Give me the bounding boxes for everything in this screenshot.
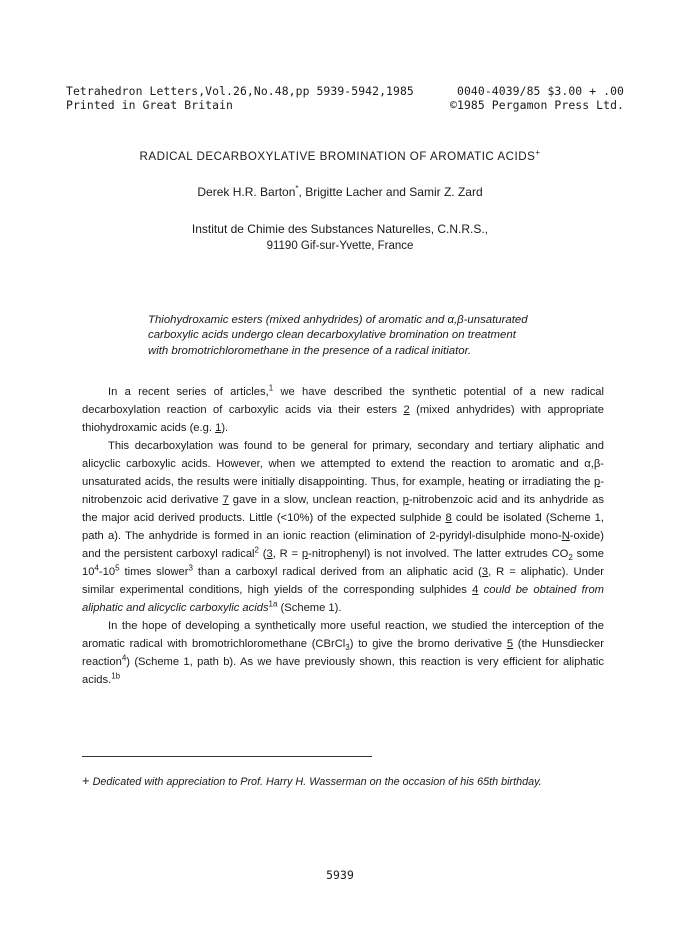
ref-1b: 1b bbox=[111, 671, 121, 681]
p1-text: In a recent series of articles, bbox=[108, 386, 269, 398]
p2-text: (Scheme 1). bbox=[277, 602, 342, 614]
abstract-text: Thiohydroxamic esters (mixed anhydrides) of aromatic and α,β-unsaturated carboxylic acids undergo clean decarboxylative bromination on treatment with bromotrichloromethane in the presence of a radical initiator. bbox=[148, 314, 528, 357]
p2-text: could be isolated (Scheme 1, path a). The anhydride is formed in an ionic reaction (elimination of 2-pyridyl-disulphide mono- bbox=[82, 512, 604, 542]
p2-text: than a carboxyl radical derived from an aliphatic acid ( bbox=[192, 566, 482, 578]
p3-text: ) to give the bromo derivative bbox=[349, 638, 507, 650]
para-prefix: p bbox=[301, 548, 309, 560]
copyright: ©1985 Pergamon Press Ltd. bbox=[450, 98, 624, 112]
p2-text: , R = bbox=[272, 548, 302, 560]
author-barton: Derek H.R. Barton bbox=[197, 185, 296, 199]
p2-text: -nitrophenyl) is not involved. The latter extrudes CO bbox=[308, 548, 569, 560]
paragraph-2 bbox=[82, 437, 604, 617]
p2-text: -10 bbox=[98, 566, 116, 578]
footnote bbox=[82, 773, 602, 790]
compound-5: 5 bbox=[506, 638, 514, 650]
body-text bbox=[82, 383, 604, 689]
compound-2: 2 bbox=[403, 404, 410, 416]
compound-8: 8 bbox=[445, 512, 452, 524]
footnote-text: Dedicated with appreciation to Prof. Harry H. Wasserman on the occasion of his 65th birthday. bbox=[89, 776, 542, 788]
ref-4: 4 bbox=[121, 653, 127, 663]
footnote-mark: + bbox=[82, 773, 90, 788]
p2-text: -oxide) and the persistent carboxyl radical bbox=[82, 530, 604, 560]
ref-1: 1 bbox=[268, 383, 274, 393]
para-prefix: p bbox=[594, 476, 601, 488]
author-list bbox=[0, 185, 680, 199]
journal-header-line1 bbox=[66, 84, 624, 98]
compound-3: 3 bbox=[481, 566, 489, 578]
p3-text: In the hope of developing a synthetically more useful reaction, we studied the interception of the aromatic radical with bromotrichloromethane (CBrCl bbox=[82, 620, 604, 650]
title-footnote-mark: + bbox=[535, 148, 541, 158]
page-number: 5939 bbox=[326, 868, 354, 882]
compound-4: 4 bbox=[472, 584, 479, 596]
p2-text: -nitrobenzoic acid and its anhydride as the major acid derived products. Little (<10%) of the expected sulphide bbox=[82, 494, 604, 524]
p1-text: ). bbox=[221, 422, 229, 434]
p2-text: , R = aliphatic). Under similar experimental conditions, high yields of the corresponding sulphides bbox=[82, 566, 605, 596]
para-prefix: p bbox=[402, 494, 409, 506]
p1-text: (mixed anhydrides) with appropriate thiohydroxamic acids (e.g. bbox=[82, 404, 604, 434]
n-prefix: N bbox=[561, 530, 570, 542]
compound-1: 1 bbox=[215, 422, 222, 434]
subscript-2: 2 bbox=[568, 553, 573, 563]
compound-3: 3 bbox=[266, 548, 273, 560]
p2-text: This decarboxylation was found to be general for primary, secondary and tertiary aliphatic and alicyclic carboxylic acids. However, when we attempted to extend the reaction to aromatic and α,β-unsaturated acids, the results were initially disappointing. Thus, for example, heating or irradiating the bbox=[82, 440, 604, 488]
abstract bbox=[148, 313, 528, 359]
paragraph-3 bbox=[82, 617, 604, 689]
journal-header-line2 bbox=[66, 98, 624, 112]
p2-text: some 10 bbox=[82, 548, 604, 578]
exponent-5: 5 bbox=[115, 563, 120, 573]
p2-text: ( bbox=[259, 548, 267, 560]
p2-text: could be obtained from aliphatic and alicyclic carboxylic acids bbox=[82, 584, 604, 614]
exponent-4: 4 bbox=[94, 563, 99, 573]
paper-title bbox=[0, 150, 680, 163]
ref-1a: 1a bbox=[268, 599, 278, 609]
subscript-3: 3 bbox=[345, 643, 350, 653]
p3-text: ) (Scheme 1, path b). As we have previously shown, this reaction is very efficient for aliphatic acids. bbox=[82, 656, 604, 686]
ref-2: 2 bbox=[254, 545, 259, 555]
journal-citation: Tetrahedron Letters,Vol.26,No.48,pp 5939-5942,1985 bbox=[66, 84, 414, 98]
p2-text: gave in a slow, unclean reaction, bbox=[228, 494, 403, 506]
p3-text: (the Hunsdiecker reaction bbox=[82, 638, 604, 668]
compound-7: 7 bbox=[222, 494, 229, 506]
ref-3: 3 bbox=[188, 563, 193, 573]
paragraph-1 bbox=[82, 383, 604, 437]
p2-text: -nitrobenzoic acid derivative bbox=[82, 476, 604, 506]
affiliation-line2: 91190 Gif-sur-Yvette, France bbox=[266, 240, 414, 252]
p1-text: we have described the synthetic potential of a new radical decarboxylation reaction of carboxylic acids via their esters bbox=[82, 386, 605, 416]
corresponding-author-mark: * bbox=[295, 184, 299, 193]
issn-price: 0040-4039/85 $3.00 + .00 bbox=[457, 84, 624, 98]
p2-text: times slower bbox=[119, 566, 189, 578]
footnote-divider bbox=[82, 756, 372, 757]
other-authors: , Brigitte Lacher and Samir Z. Zard bbox=[298, 185, 483, 199]
title-text: RADICAL DECARBOXYLATIVE BROMINATION OF AROMATIC ACIDS bbox=[139, 150, 536, 163]
affiliation-line1: Institut de Chimie des Substances Naturelles, C.N.R.S., bbox=[191, 222, 489, 236]
printed-in: Printed in Great Britain bbox=[66, 98, 233, 112]
